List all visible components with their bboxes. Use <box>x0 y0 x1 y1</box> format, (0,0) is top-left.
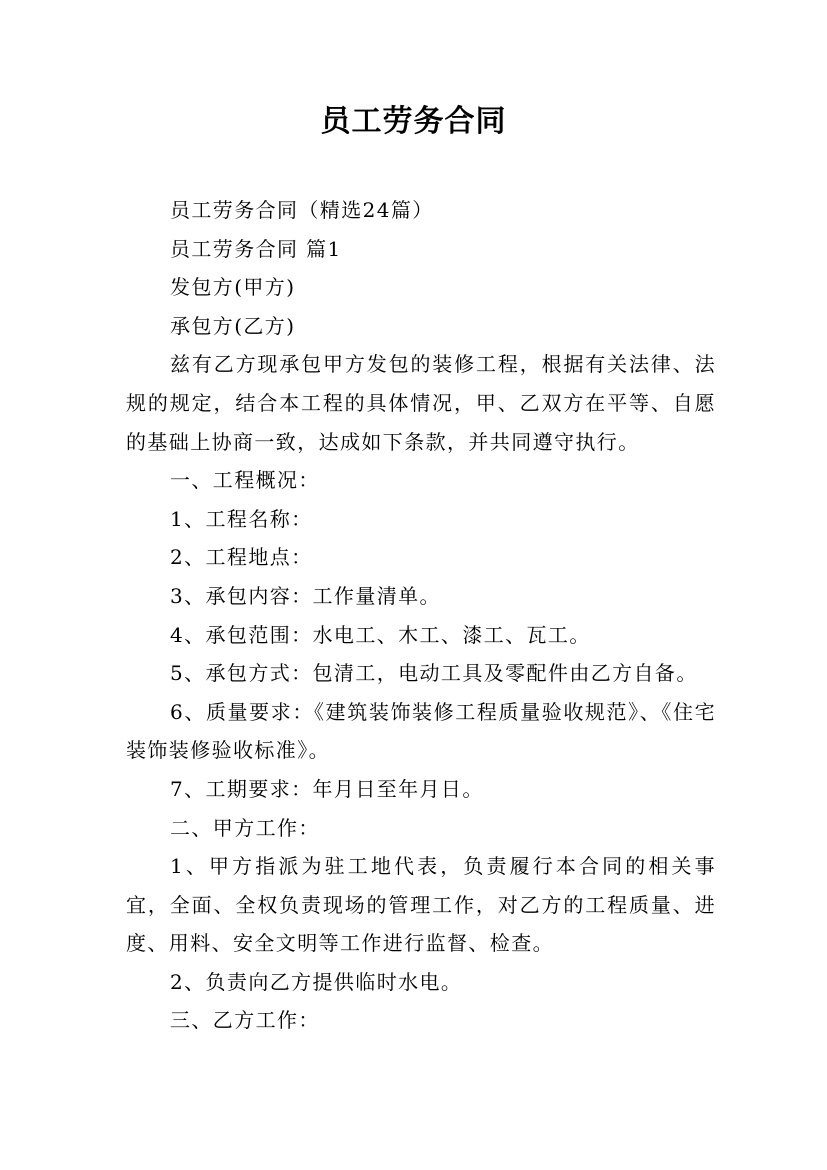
paragraph-heading-overview: 一、工程概况： <box>170 468 320 493</box>
paragraph-preamble: 兹有乙方现承包甲方发包的装修工程，根据有关法律、法规的规定，结合本工程的具体情况，甲、乙双方在平等、自愿的基础上协商一致，达成如下条款，并共同遵守执行。 <box>126 352 716 454</box>
paragraph-project-location: 2、工程地点： <box>170 545 313 570</box>
paragraph-section-heading: 员工劳务合同 篇1 <box>170 236 342 261</box>
paragraph-subtitle: 员工劳务合同（精选24篇） <box>170 198 434 222</box>
document-body <box>126 191 716 1040</box>
paragraph-heading-party-b-work: 三、乙方工作： <box>170 1008 320 1033</box>
document-title: 员工劳务合同 <box>320 104 507 139</box>
paragraph-contract-scope: 4、承包范围：水电工、木工、漆工、瓦工。 <box>170 622 591 647</box>
paragraph-contract-method: 5、承包方式：包清工，电动工具及零配件由乙方自备。 <box>170 661 698 686</box>
paragraph-quality-requirements: 6、质量要求：《建筑装饰装修工程质量验收规范》、《住宅装饰装修验收标准》。 <box>126 699 716 763</box>
paragraph-schedule: 7、工期要求：年月日至年月日。 <box>170 776 484 801</box>
paragraph-project-name: 1、工程名称： <box>170 506 313 531</box>
paragraph-party-a-utilities: 2、负责向乙方提供临时水电。 <box>170 969 463 994</box>
paragraph-party-a-representative: 1、甲方指派为驻工地代表，负责履行本合同的相关事宜，全面、全权负责现场的管理工作，对乙方的工程质量、进度、用料、安全文明等工作进行监督、检查。 <box>126 854 716 956</box>
paragraph-contract-content: 3、承包内容：工作量清单。 <box>170 583 441 608</box>
paragraph-party-b: 承包方(乙方) <box>170 313 296 338</box>
paragraph-heading-party-a-work: 二、甲方工作： <box>170 815 320 840</box>
paragraph-party-a: 发包方(甲方) <box>170 275 296 300</box>
